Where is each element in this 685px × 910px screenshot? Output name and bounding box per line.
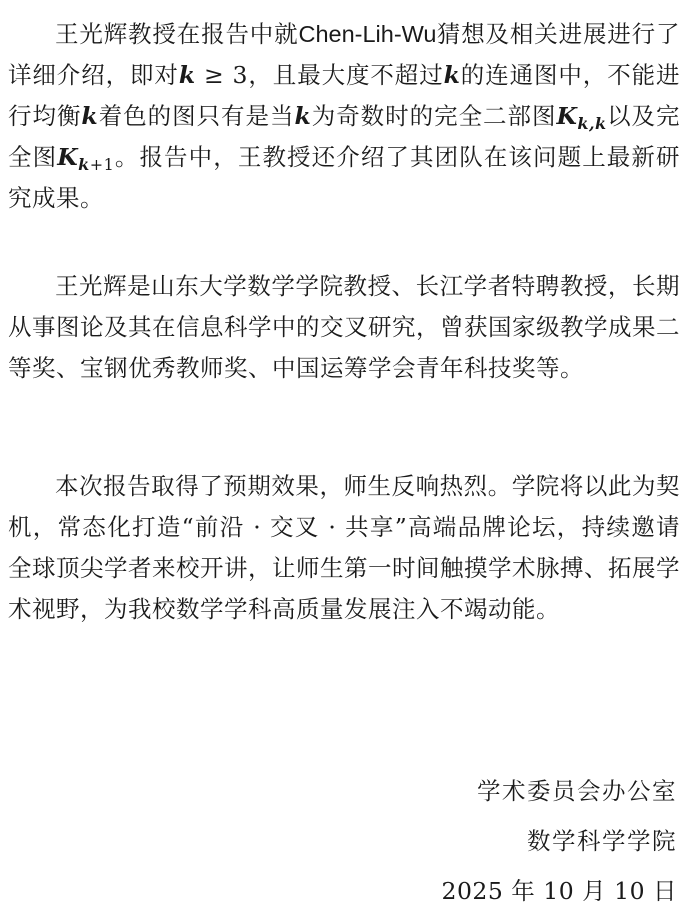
paragraph-report-summary [8,14,680,219]
math-complete-bipartite [556,102,607,133]
signature-date: 2025 年 10 月 10 日 [441,877,677,905]
math-k-var-3: k [81,102,99,130]
p1-text-8: 。报告中，王教授还介绍了其团队在该问题上最新研究成果。 [8,143,681,212]
p1-text-1: 王光辉教授在报告中就 [55,20,299,48]
math-kk1-sub-var: k [78,154,90,174]
math-k-var: k [178,61,196,89]
p1-text-7: 以及完全图 [8,102,681,171]
p1-text-3: ，且最大度不超过 [248,61,444,89]
p1-text-2: 猜想及相关进展进行了详细介绍，即对 [8,20,680,89]
paragraph-speaker-bio: 王光辉是山东大学数学学院教授、长江学者特聘教授，长期从事图论及其在信息科学中的交叉研究，曾获国家级教学成果二等奖、宝钢优秀教师奖、中国运筹学会青年科技奖等。 [8,272,680,382]
math-k-var-4: k [294,102,312,130]
math-kkk-base: K [556,102,578,130]
math-kk1-base: K [57,143,79,171]
paragraph-outcome: 本次报告取得了预期效果，师生反响热烈。学院将以此为契机，常态化打造“前沿 · 交叉 · 共享”高端品牌论坛，持续邀请全球顶尖学者来校开讲，让师生第一时间触摸学术脉搏、拓展学术视野，为我校数学学科高质量发展注入不竭动能。 [8,472,680,623]
p1-text-4: 的连通图中，不能进行均衡 [8,61,681,130]
math-complete-graph [57,143,115,174]
signature-office: 学术委员会办公室 [477,777,677,805]
math-kk1-sub-rest: +1 [89,154,115,174]
conjecture-name: Chen-Lih-Wu [298,21,437,47]
math-k-geq-3 [179,61,248,89]
math-geq-3: ≥ 3 [195,61,248,89]
math-kkk-sub: k,k [577,113,607,133]
p1-text-5: 着色的图只有是当 [98,102,295,130]
math-kk1-sub [78,155,114,174]
math-k-var-2: k [443,61,461,89]
p1-text-6: 为奇数时的完全二部图 [311,102,557,130]
signature-school: 数学科学学院 [527,827,677,855]
